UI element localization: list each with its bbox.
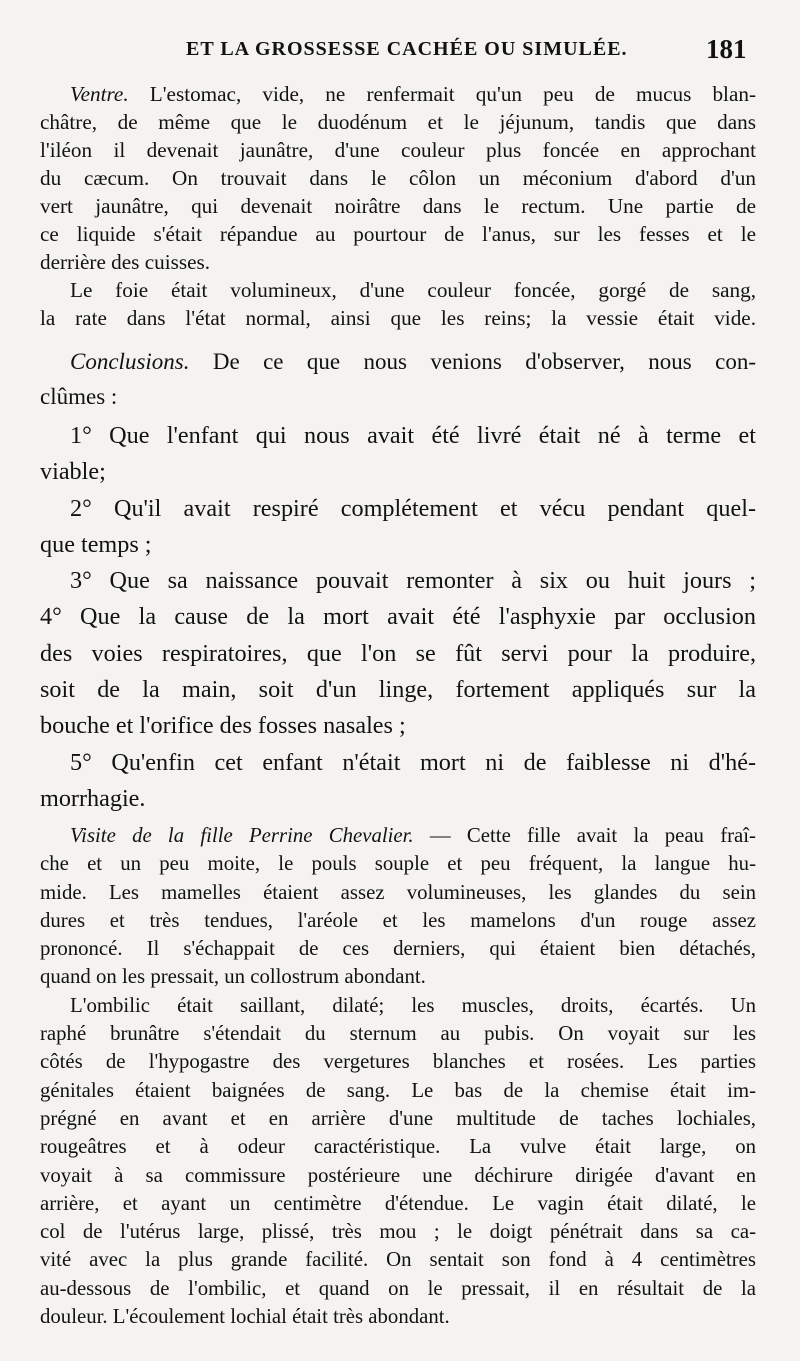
text-line: douleur. L'écoulement lochial était très abondant. (40, 1305, 450, 1329)
text-line: prononcé. Il s'échappait de ces derniers, qui étaient bien détachés, (40, 937, 756, 961)
text-line: rougeâtres et à odeur caractéristique. La vulve était large, on (40, 1135, 756, 1159)
text-line: mide. Les mamelles étaient assez volumineuses, les glandes du sein (40, 880, 756, 904)
conclusions-list (40, 418, 756, 817)
text-line: voyait à sa commissure postérieure une déchirure dirigée d'avant en (40, 1163, 756, 1187)
text-line: bouche et l'orifice des fosses nasales ; (40, 712, 406, 740)
text-line: que temps ; (40, 530, 152, 558)
text-line: 5° Qu'enfin cet enfant n'était mort ni de faiblesse ni d'hé- (70, 748, 756, 776)
text-line: vert jaunâtre, qui devenait noirâtre dans le rectum. Une partie de (40, 194, 756, 218)
text-line: des voies respiratoires, que l'on se fût servi pour la produire, (40, 639, 756, 667)
text-line: raphé brunâtre s'étendait du sternum au pubis. On voyait sur les (40, 1022, 756, 1046)
text-line: du cæcum. On trouvait dans le côlon un méconium d'abord d'un (40, 166, 756, 190)
text-line: la rate dans l'état normal, ainsi que les reins; la vessie était vide. (40, 306, 756, 330)
text-line: 1° Que l'enfant qui nous avait été livré était né à terme et (70, 422, 756, 449)
text-line: 4° Que la cause de la mort avait été l'asphyxie par occlusion (40, 603, 756, 631)
conclusion-item (40, 599, 756, 744)
text-line: soit de la main, soit d'un linge, fortement appliqués sur la (40, 676, 756, 704)
text-line: dures et très tendues, l'aréole et les mamelons d'un rouge assez (40, 908, 756, 932)
text-line: quand on les pressait, un collostrum abondant. (40, 965, 426, 989)
text-line: côtés de l'hypogastre des vergetures blanches et rosées. Les parties (40, 1050, 756, 1074)
text-line: Conclusions. De ce que nous venions d'observer, nous con- (70, 349, 756, 374)
section-label: Ventre. (70, 82, 129, 106)
visit-text (40, 822, 756, 1331)
text-line: vité avec la plus grande facilité. On sentait son fond à 4 centimètres (40, 1248, 756, 1272)
page-number: 181 (706, 34, 747, 64)
conclusion-item (40, 418, 756, 491)
text-line: morrhagie. (40, 784, 146, 812)
section-label: Conclusions. (70, 349, 190, 374)
text-line: Visite de la fille Perrine Chevalier. — Cette fille avait la peau fraî- (70, 824, 756, 847)
text-line: arrière, et ayant un centimètre d'étendue. Le vagin était dilaté, le (40, 1191, 756, 1215)
text-line: 2° Qu'il avait respiré complétement et vécu pendant quel- (70, 494, 756, 522)
text-line: l'iléon il devenait jaunâtre, d'une couleur plus foncée en approchant (40, 138, 756, 162)
paragraph-ombilic (40, 992, 756, 1332)
text-line: Le foie était volumineux, d'une couleur foncée, gorgé de sang, (70, 278, 756, 302)
paragraph-visite (40, 822, 756, 992)
section-label: Visite de la fille Perrine Chevalier. (70, 824, 414, 847)
text-line: L'ombilic était saillant, dilaté; les muscles, droits, écartés. Un (70, 993, 756, 1017)
text-line: viable; (40, 458, 106, 486)
text-line: 3° Que sa naissance pouvait remonter à six ou huit jours ; (70, 567, 756, 595)
text-line: au-dessous de l'ombilic, et quand on le pressait, il en résultait de la (40, 1276, 756, 1300)
paragraph-ventre (40, 80, 756, 276)
text-line: Ventre. L'estomac, vide, ne renfermait qu'un peu de mucus blan- (70, 82, 756, 106)
paragraph-foie (40, 276, 756, 332)
page-header (0, 30, 800, 70)
text-line: clûmes : (40, 384, 118, 409)
text-line: col de l'utérus large, plissé, très mou ; le doigt pénétrait dans sa ca- (40, 1220, 756, 1244)
running-title: ET LA GROSSESSE CACHÉE OU SIMULÉE. (186, 38, 628, 60)
text-line: che et un peu moite, le pouls souple et peu fréquent, la langue hu- (40, 852, 756, 876)
text-line: prégné en avant et en arrière d'une multitude de taches lochiales, (40, 1106, 756, 1130)
text-line: derrière des cuisses. (40, 250, 211, 274)
conclusion-item (40, 745, 756, 818)
conclusion-item (40, 491, 756, 564)
conclusion-item (40, 563, 756, 599)
autopsy-text (40, 80, 756, 332)
conclusions-intro (40, 344, 756, 414)
text-line: génitales étaient baignées de sang. Le bas de la chemise était im- (40, 1078, 756, 1102)
text-line: châtre, de même que le duodénum et le jéjunum, tandis que dans (40, 110, 756, 134)
text-line: ce liquide s'était répandue au pourtour de l'anus, sur les fesses et le (40, 222, 756, 246)
